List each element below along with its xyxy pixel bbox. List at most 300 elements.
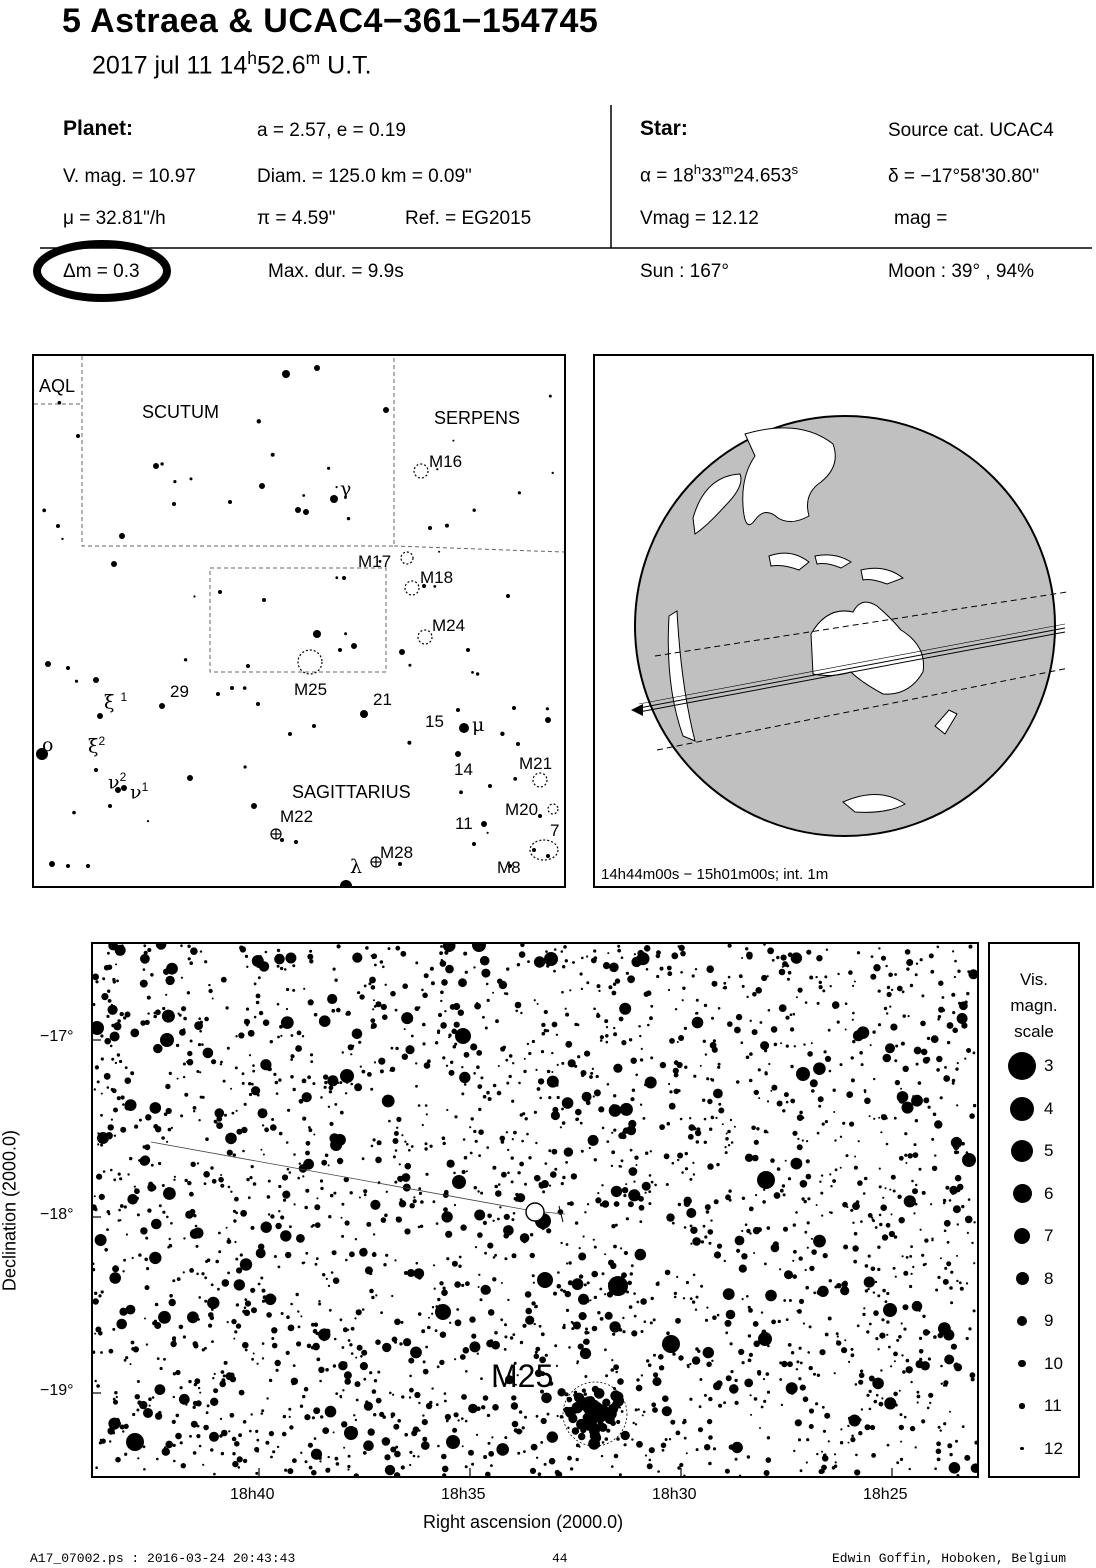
field-star	[124, 1359, 127, 1362]
field-star	[332, 1250, 337, 1255]
field-star	[93, 1351, 95, 1354]
cluster-star	[579, 1402, 584, 1407]
field-star	[904, 1132, 907, 1135]
field-star	[562, 1121, 566, 1125]
field-star	[851, 1078, 855, 1082]
field-star	[456, 1308, 459, 1311]
field-star	[173, 1444, 176, 1447]
field-star	[928, 1357, 931, 1360]
field-star	[630, 1272, 633, 1275]
field-star	[382, 1343, 391, 1352]
field-star	[960, 1287, 964, 1291]
field-star	[593, 1008, 596, 1011]
field-star	[622, 1317, 624, 1319]
field-star	[463, 1138, 466, 1141]
bright-star	[452, 1175, 466, 1189]
field-star	[240, 946, 246, 952]
field-star	[213, 1388, 218, 1393]
field-star	[290, 1075, 294, 1079]
field-star	[176, 1044, 179, 1047]
field-star	[408, 1358, 414, 1364]
field-star	[111, 1024, 114, 1027]
field-star	[617, 1378, 624, 1385]
field-star	[190, 947, 198, 955]
field-star	[605, 1312, 613, 1320]
field-star	[746, 953, 752, 959]
field-star	[636, 1164, 638, 1166]
field-star	[684, 1197, 692, 1205]
field-star	[483, 1221, 487, 1225]
finder-star	[513, 777, 517, 781]
field-star	[813, 1062, 826, 1075]
field-star	[971, 1242, 973, 1244]
field-star	[750, 1414, 752, 1416]
finder-star	[66, 864, 70, 868]
field-star	[535, 1069, 537, 1071]
field-star	[890, 1365, 892, 1367]
field-star	[967, 1232, 969, 1234]
field-star	[736, 1080, 740, 1084]
field-star	[854, 981, 856, 983]
field-star	[715, 1117, 717, 1119]
field-star	[517, 963, 520, 966]
field-star	[135, 1188, 137, 1190]
star-source-catalog: Source cat. UCAC4	[888, 120, 1054, 141]
field-star	[561, 1062, 564, 1065]
field-star	[302, 1395, 305, 1398]
field-star	[557, 1271, 560, 1274]
field-star	[768, 1009, 771, 1012]
field-star	[919, 1349, 924, 1354]
field-star	[605, 1374, 608, 1377]
field-star	[196, 1245, 199, 1248]
field-star	[532, 1274, 535, 1277]
field-star	[277, 1003, 280, 1006]
field-star	[314, 1204, 320, 1210]
field-star	[513, 1212, 516, 1215]
field-star	[385, 984, 387, 986]
field-star	[677, 1089, 680, 1092]
field-star	[418, 1226, 421, 1229]
field-star	[478, 1108, 481, 1111]
field-star	[671, 952, 678, 959]
field-star	[969, 945, 973, 949]
field-star	[328, 1456, 330, 1458]
field-star	[536, 1415, 539, 1418]
field-star	[295, 1045, 302, 1052]
field-star	[667, 966, 672, 971]
field-star	[950, 1271, 953, 1274]
field-star	[401, 1134, 403, 1136]
field-star	[252, 1070, 255, 1073]
field-star	[439, 1360, 444, 1365]
lambda-label: λ	[350, 856, 363, 878]
field-star	[372, 1008, 374, 1010]
field-star	[876, 1394, 879, 1397]
field-star	[422, 1414, 424, 1416]
cluster-star	[605, 1414, 615, 1424]
field-star	[857, 951, 860, 954]
field-star	[504, 1323, 507, 1326]
ytick-18: −18°	[40, 1206, 74, 1223]
field-star	[137, 1213, 140, 1216]
field-star	[423, 1369, 429, 1375]
field-star	[957, 1062, 959, 1064]
field-star	[747, 1455, 750, 1458]
field-star	[409, 1388, 414, 1393]
field-star	[303, 988, 305, 990]
field-star	[257, 1450, 259, 1452]
field-star	[602, 1441, 605, 1444]
field-star	[377, 1340, 380, 1343]
field-star	[532, 1040, 535, 1043]
field-star	[500, 1318, 503, 1321]
field-star	[285, 953, 296, 964]
field-star	[830, 985, 832, 987]
field-star	[636, 1385, 643, 1392]
field-star	[755, 987, 762, 994]
earth-visibility-map	[593, 354, 1094, 888]
field-star	[835, 1168, 838, 1171]
field-star	[908, 1015, 910, 1017]
field-star	[115, 963, 117, 965]
field-star	[413, 1426, 420, 1433]
field-star	[777, 1167, 781, 1171]
field-star	[402, 1054, 408, 1060]
field-star	[320, 1415, 323, 1418]
field-star	[494, 1331, 498, 1335]
field-star	[296, 1234, 305, 1243]
m17-label: M17	[358, 552, 392, 571]
field-star	[797, 1144, 803, 1150]
field-star	[125, 1066, 128, 1069]
field-star	[898, 1335, 902, 1339]
field-star	[487, 1214, 492, 1219]
field-star	[727, 1021, 733, 1027]
field-star	[144, 1258, 148, 1262]
field-star	[474, 1210, 485, 1221]
field-star	[120, 1425, 125, 1430]
field-star	[877, 1246, 880, 1249]
field-star	[749, 1353, 753, 1357]
field-star	[354, 1473, 359, 1476]
field-star	[136, 1409, 139, 1412]
field-star	[261, 1412, 264, 1415]
finder-star	[487, 832, 489, 834]
field-star	[297, 1031, 302, 1036]
field-star	[422, 1419, 428, 1425]
field-star	[259, 955, 262, 958]
field-star	[862, 1313, 865, 1316]
field-star	[894, 1059, 897, 1062]
field-star	[125, 1099, 137, 1111]
field-star	[396, 1117, 401, 1122]
field-star	[795, 1211, 798, 1214]
field-star	[483, 1455, 487, 1459]
field-star	[796, 1310, 798, 1312]
field-star	[292, 964, 295, 967]
field-star	[602, 1127, 605, 1130]
field-star	[449, 1070, 455, 1076]
field-star	[187, 991, 190, 994]
field-star	[370, 1018, 375, 1023]
field-star	[515, 1002, 522, 1009]
field-star	[882, 1234, 888, 1240]
field-star	[786, 1318, 789, 1321]
field-star	[542, 1032, 546, 1036]
field-star	[687, 1364, 690, 1367]
field-star	[144, 1144, 150, 1150]
field-star	[749, 1232, 751, 1234]
field-star	[594, 1296, 597, 1299]
field-star	[195, 1404, 197, 1406]
field-star	[518, 1082, 521, 1085]
field-star	[504, 992, 506, 994]
field-star	[753, 1227, 760, 1234]
field-star	[109, 1349, 114, 1354]
field-star	[781, 955, 787, 961]
field-star	[924, 1238, 928, 1242]
field-star	[325, 1329, 330, 1334]
field-star	[312, 1416, 315, 1419]
finder-star	[552, 472, 554, 474]
field-star	[955, 1067, 958, 1070]
field-star	[151, 1219, 162, 1230]
field-star	[470, 1043, 477, 1050]
field-star	[840, 1441, 843, 1444]
field-star	[804, 1400, 807, 1403]
field-star	[662, 1449, 665, 1452]
field-star	[286, 1351, 290, 1355]
field-star	[114, 1135, 116, 1137]
field-star	[264, 1127, 269, 1132]
field-star	[958, 1002, 961, 1005]
field-star	[158, 1311, 171, 1324]
field-star	[682, 1421, 685, 1424]
field-star	[289, 1225, 292, 1228]
field-star	[535, 1142, 537, 1144]
field-star	[873, 964, 880, 971]
field-star	[767, 1100, 769, 1102]
field-star	[277, 1446, 279, 1448]
field-star	[629, 1167, 638, 1176]
legend-dot-mag-9	[1017, 1316, 1027, 1326]
field-star	[245, 1349, 248, 1352]
field-star	[438, 1013, 442, 1017]
field-star	[659, 1124, 665, 1130]
field-star	[318, 1456, 322, 1460]
field-star	[585, 1328, 588, 1331]
field-star	[777, 1101, 783, 1107]
field-star	[354, 1083, 362, 1091]
field-star	[923, 1057, 930, 1064]
field-star	[503, 1233, 509, 1239]
field-star	[821, 1451, 823, 1453]
field-star	[666, 1331, 670, 1335]
field-star	[713, 1089, 723, 1099]
field-star	[557, 1388, 565, 1396]
field-star	[222, 1279, 230, 1287]
field-star	[861, 1063, 864, 1066]
field-star	[263, 1019, 270, 1026]
field-star	[709, 1128, 712, 1131]
field-star	[856, 1200, 860, 1204]
field-star	[423, 1360, 426, 1363]
field-star	[893, 1352, 898, 1357]
field-star	[145, 1285, 150, 1290]
field-star	[796, 1360, 799, 1363]
field-star	[177, 1078, 179, 1080]
field-star	[147, 1012, 149, 1014]
field-star	[175, 1370, 180, 1375]
field-star	[600, 1039, 603, 1042]
field-star	[940, 1257, 942, 1259]
field-star	[117, 1096, 121, 1100]
field-star	[265, 951, 268, 954]
field-star	[840, 1063, 843, 1066]
legend-dot-mag-6	[1013, 1184, 1032, 1203]
field-star	[718, 1063, 721, 1066]
field-star	[363, 1378, 366, 1381]
nu1-label: $\nu^1$	[130, 780, 149, 804]
field-star	[227, 1238, 229, 1240]
field-star	[130, 1071, 134, 1075]
field-star	[776, 956, 779, 959]
field-star	[292, 1458, 297, 1463]
field-star	[327, 1408, 333, 1414]
legend-title-1: Vis.	[1019, 970, 1049, 989]
field-star	[895, 1045, 898, 1048]
field-star	[290, 1058, 293, 1061]
field-star	[308, 999, 314, 1005]
field-star	[635, 1249, 647, 1261]
field-star	[409, 1396, 411, 1398]
field-star	[440, 1022, 447, 1029]
field-star	[809, 1325, 812, 1328]
field-star	[362, 1308, 365, 1311]
star-field-svg	[93, 944, 977, 1476]
field-star	[872, 1378, 884, 1390]
field-star	[640, 1104, 642, 1106]
field-star	[564, 1147, 573, 1156]
finder-star	[312, 724, 316, 728]
field-star	[676, 1276, 678, 1278]
field-star	[511, 1100, 514, 1103]
field-star	[422, 1042, 425, 1045]
field-star	[903, 1304, 909, 1310]
field-star	[101, 1093, 103, 1095]
field-star	[183, 1271, 185, 1273]
field-star	[137, 1380, 140, 1383]
field-star	[879, 1168, 881, 1170]
field-star	[571, 1327, 574, 1330]
field-star	[413, 1199, 417, 1203]
finder-star	[288, 732, 292, 736]
field-star	[289, 1416, 291, 1418]
field-star	[915, 1446, 917, 1448]
field-star	[336, 1462, 340, 1466]
field-star	[806, 1174, 812, 1180]
field-star	[779, 1378, 782, 1381]
field-star	[166, 1216, 169, 1219]
field-star	[444, 951, 448, 955]
field-star	[598, 1106, 604, 1112]
field-star	[634, 1156, 638, 1160]
field-star	[248, 1082, 251, 1085]
planet-parallax: π = 4.59"	[257, 208, 336, 229]
field-star	[193, 1451, 197, 1455]
field-star	[557, 1064, 559, 1066]
field-star	[439, 1281, 443, 1285]
field-star	[703, 1225, 706, 1228]
field-star	[359, 1197, 361, 1199]
field-star	[530, 1233, 533, 1236]
field-star	[320, 1187, 323, 1190]
field-star	[425, 1346, 428, 1349]
bright-star	[883, 1303, 897, 1317]
field-star	[335, 1392, 338, 1395]
field-star	[513, 1131, 517, 1135]
field-star	[303, 1170, 305, 1172]
field-star	[686, 1452, 688, 1454]
field-star	[828, 1029, 831, 1032]
field-star	[847, 1425, 849, 1427]
field-star	[322, 1273, 325, 1276]
field-star	[645, 1454, 647, 1456]
field-star	[910, 1245, 913, 1248]
field-star	[224, 1114, 227, 1117]
field-star	[624, 1251, 628, 1255]
field-star	[147, 1208, 151, 1212]
field-star	[944, 1066, 947, 1069]
field-star	[798, 1377, 801, 1380]
field-star	[258, 1108, 268, 1118]
field-star	[619, 1473, 622, 1476]
field-star	[516, 1193, 525, 1202]
field-star	[234, 1330, 237, 1333]
field-star	[902, 1370, 906, 1374]
field-star	[648, 1202, 651, 1205]
field-star	[854, 1166, 858, 1170]
finder-star	[244, 765, 247, 768]
xi2-label: $\xi^2$	[88, 734, 106, 758]
field-star	[300, 1315, 302, 1317]
field-star	[728, 944, 732, 948]
field-star	[819, 985, 823, 989]
planet-heading: Planet:	[63, 117, 134, 140]
field-star	[507, 1299, 509, 1301]
finder-star	[216, 692, 220, 696]
field-star	[359, 994, 364, 999]
finder-star	[408, 664, 411, 667]
field-star	[535, 1305, 538, 1308]
field-star	[441, 959, 443, 961]
field-star	[470, 1152, 473, 1155]
field-star	[875, 1226, 878, 1229]
field-star	[339, 1081, 342, 1084]
field-star	[806, 1461, 808, 1463]
field-star	[119, 1177, 122, 1180]
field-star	[900, 1458, 903, 1461]
field-star	[494, 1185, 498, 1189]
field-star	[906, 967, 909, 970]
legend-dot-mag-10	[1018, 1360, 1026, 1368]
field-star	[497, 1091, 502, 1096]
field-star	[209, 1432, 219, 1442]
field-star	[268, 1180, 271, 1183]
field-star	[245, 955, 248, 958]
field-star	[346, 1011, 351, 1016]
